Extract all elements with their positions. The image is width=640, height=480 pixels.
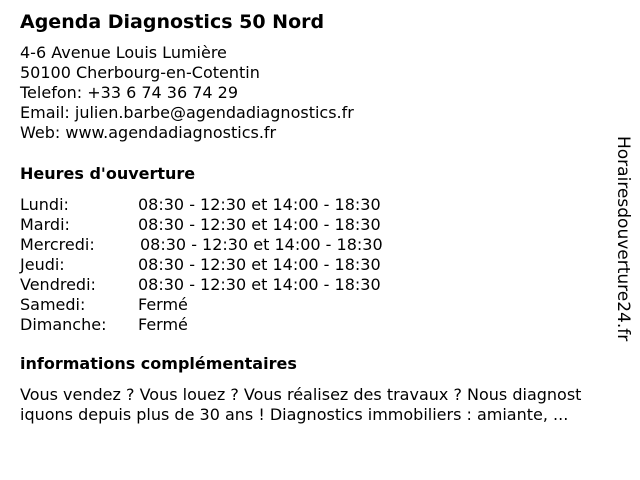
phone-line: Telefon: +33 6 74 36 74 29 — [20, 83, 239, 102]
day-label: Dimanche: — [20, 315, 107, 334]
info-line-2: iquons depuis plus de 30 ans ! Diagnostics immobiliers : amiante, ... — [20, 405, 569, 424]
site-watermark: Horairesdouverture24.fr — [613, 136, 633, 342]
email-line: Email: julien.barbe@agendadiagnostics.fr — [20, 103, 354, 122]
info-heading: informations complémentaires — [20, 354, 297, 373]
time-value: 08:30 - 12:30 et 14:00 - 18:30 — [138, 195, 381, 214]
time-value: 08:30 - 12:30 et 14:00 - 18:30 — [138, 275, 381, 294]
info-description — [20, 385, 630, 425]
time-value: 08:30 - 12:30 et 14:00 - 18:30 — [138, 255, 381, 274]
time-value: Fermé — [138, 315, 188, 334]
time-value: 08:30 - 12:30 et 14:00 - 18:30 — [140, 235, 383, 254]
day-label: Lundi: — [20, 195, 69, 214]
business-name: Agenda Diagnostics 50 Nord — [20, 11, 325, 33]
time-value: Fermé — [138, 295, 188, 314]
contact-block — [20, 43, 354, 143]
day-label: Samedi: — [20, 295, 86, 314]
info-line-1: Vous vendez ? Vous louez ? Vous réalisez des travaux ? Nous diagnost — [20, 385, 582, 404]
day-label: Mercredi: — [20, 235, 95, 254]
day-label: Jeudi: — [20, 255, 65, 274]
address-street: 4-6 Avenue Louis Lumière — [20, 43, 227, 62]
hours-heading: Heures d'ouverture — [20, 164, 196, 183]
address-city: 50100 Cherbourg-en-Cotentin — [20, 63, 260, 82]
web-line: Web: www.agendadiagnostics.fr — [20, 123, 277, 142]
day-label: Mardi: — [20, 215, 70, 234]
day-label: Vendredi: — [20, 275, 96, 294]
time-value: 08:30 - 12:30 et 14:00 - 18:30 — [138, 215, 381, 234]
